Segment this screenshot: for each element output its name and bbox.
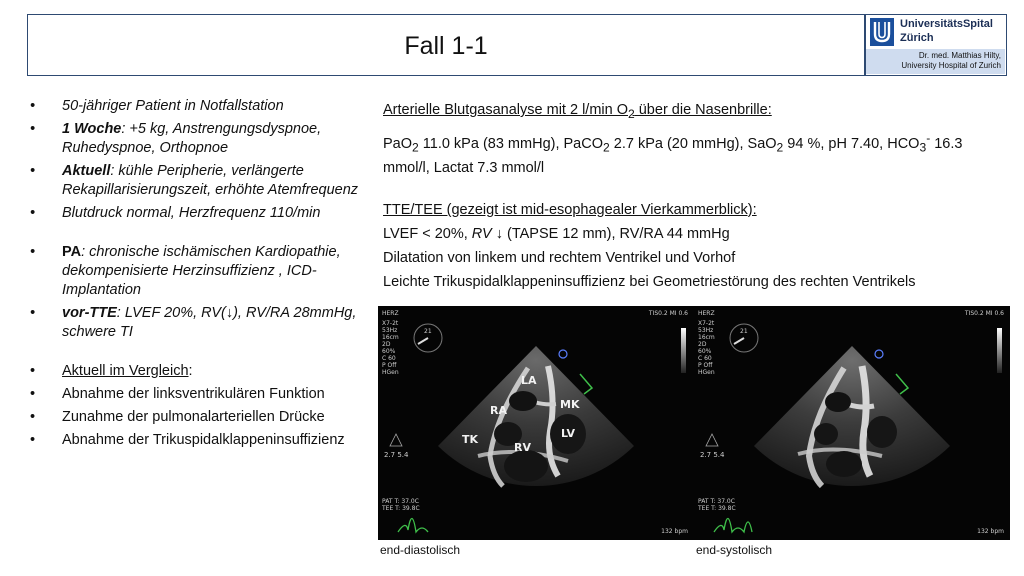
superscript: - (926, 130, 931, 145)
item-text: : +5 kg, Anstrengungsdyspnoe, Ruhedyspnoe, Orthopnoe (62, 121, 322, 156)
echo-depth: 2.7 5.4 (700, 451, 725, 459)
echo-bpm: 132 bpm (977, 528, 1004, 535)
bga-text: 16.3 mmol/l, Lactat 7.3 mmol/l (383, 135, 963, 176)
caption-systolic: end-systolisch (696, 543, 773, 557)
subscript: 2 (628, 106, 635, 121)
echo-angle: 21 (424, 328, 432, 335)
item-key: vor-TTE (62, 305, 117, 321)
list-item (30, 204, 370, 223)
list-item (30, 243, 370, 300)
bga-text: 11.0 kPa (83 mmHg), PaCO (418, 135, 604, 152)
hospital-logo-icon (870, 18, 894, 46)
title-box (27, 14, 865, 76)
item-text: Zunahme der pulmonalarteriellen Drücke (62, 409, 325, 425)
echo-sector-diastolic (378, 306, 694, 540)
label-rv: RV (514, 441, 531, 454)
subscript: 3 (919, 140, 927, 155)
label-la: LA (521, 374, 537, 387)
bga-text: PaO (383, 135, 413, 152)
echo-params: X7-2t 53Hz 16cm 2D 60% C 60 P Off HGen (698, 320, 715, 376)
echo-image-systolic (694, 306, 1010, 540)
bullet: • (30, 305, 36, 321)
item-text: : LVEF 20%, RV(↓), RV/RA 28mmHg, schwere TI (62, 305, 357, 340)
list-item (30, 431, 370, 450)
logo-top (866, 15, 1005, 50)
bullet: • (30, 363, 36, 379)
bullet: • (30, 244, 36, 260)
list-item (30, 362, 370, 381)
echo-sector-systolic (694, 306, 1010, 540)
tte-line-1 (383, 224, 1013, 244)
tte-line-2: Dilatation von linkem und rechtem Ventrikel und Vorhof (383, 249, 736, 266)
logo-name-line1: UniversitätsSpital (900, 18, 993, 30)
bga-text: 2.7 kPa (20 mmHg), SaO (609, 135, 777, 152)
item-text: Abnahme der linksventrikulären Funktion (62, 386, 325, 402)
echo-header-right: TIS0.2 MI 0.6 (648, 310, 688, 317)
item-text: : kühle Peripherie, verlängerte Rekapillarisierungszeit, erhöhte Atemfrequenz (62, 163, 359, 198)
subscript: 2 (412, 140, 419, 155)
item-suffix: : (188, 363, 193, 379)
echo-header-left: HERZ (698, 310, 715, 317)
bga-heading-text: über die Nasenbrille: (634, 102, 772, 118)
page-title: Fall 1-1 (404, 32, 488, 60)
bullet: • (30, 386, 36, 402)
case-history-list (30, 97, 370, 454)
list-item (30, 120, 370, 158)
list-item (30, 385, 370, 404)
tte-text: RV (471, 225, 492, 242)
tte-heading: TTE/TEE (gezeigt ist mid-esophagealer Vierkammerblick): (383, 201, 757, 218)
bga-heading-text: Arterielle Blutgasanalyse mit 2 l/min O (383, 102, 628, 118)
echo-header-left: HERZ (382, 310, 399, 317)
item-key: Aktuell (62, 163, 111, 179)
list-item (30, 97, 370, 116)
item-text: Aktuell im Vergleich (62, 363, 189, 379)
findings-block (383, 100, 1013, 296)
bullet: • (30, 121, 36, 137)
echo-params: X7-2t 53Hz 16cm 2D 60% C 60 P Off HGen (382, 320, 399, 376)
tte-line-3: Leichte Trikuspidalklappeninsuffizienz bei Geometriestörung des rechten Ventrikels (383, 273, 916, 290)
bullet: • (30, 98, 36, 114)
label-lv: LV (561, 427, 576, 440)
bga-values (383, 128, 1013, 178)
subscript: 2 (603, 140, 610, 155)
item-key: PA (62, 244, 82, 260)
echo-angle: 21 (740, 328, 748, 335)
echo-temps: PAT T: 37.0C TEE T: 39.8C (698, 498, 736, 512)
list-item (30, 162, 370, 200)
label-mk: MK (560, 398, 580, 411)
echo-header-right: TIS0.2 MI 0.6 (964, 310, 1004, 317)
echo-depth: 2.7 5.4 (384, 451, 409, 459)
tte-text: LVEF < 20%, (383, 225, 472, 242)
bullet: • (30, 432, 36, 448)
logo-name-line2: Zürich (900, 32, 934, 44)
hospital-logo-box (865, 14, 1007, 76)
echo-bpm: 132 bpm (661, 528, 688, 535)
bullet: • (30, 409, 36, 425)
bga-heading (383, 100, 1013, 124)
logo-caption-line2: University Hospital of Zurich (901, 61, 1001, 70)
item-key: 1 Woche (62, 121, 122, 137)
item-text: 50-jähriger Patient in Notfallstation (62, 98, 284, 114)
subscript: 2 (776, 140, 784, 155)
echo-temps: PAT T: 37.0C TEE T: 39.8C (382, 498, 420, 512)
logo-caption-line1: Dr. med. Matthias Hilty, (918, 51, 1001, 60)
caption-diastolic: end-diastolisch (380, 543, 461, 557)
item-text: Abnahme der Trikuspidalklappeninsuffizienz (62, 432, 345, 448)
list-item (30, 408, 370, 427)
bga-text: 94 %, pH 7.40, HCO (783, 135, 920, 152)
logo-caption (866, 49, 1005, 74)
item-text: : chronische ischämischen Kardiopathie, dekompenisierte Herzinsuffizienz , ICD-Implantation (62, 244, 341, 298)
list-item (30, 304, 370, 342)
tte-text: ↓ (TAPSE 12 mm), RV/RA 44 mmHg (491, 225, 730, 242)
label-tk: TK (462, 433, 479, 446)
label-ra: RA (490, 404, 507, 417)
bullet: • (30, 205, 36, 221)
echo-image-diastolic (378, 306, 694, 540)
bullet: • (30, 163, 36, 179)
item-text: Blutdruck normal, Herzfrequenz 110/min (62, 205, 321, 221)
